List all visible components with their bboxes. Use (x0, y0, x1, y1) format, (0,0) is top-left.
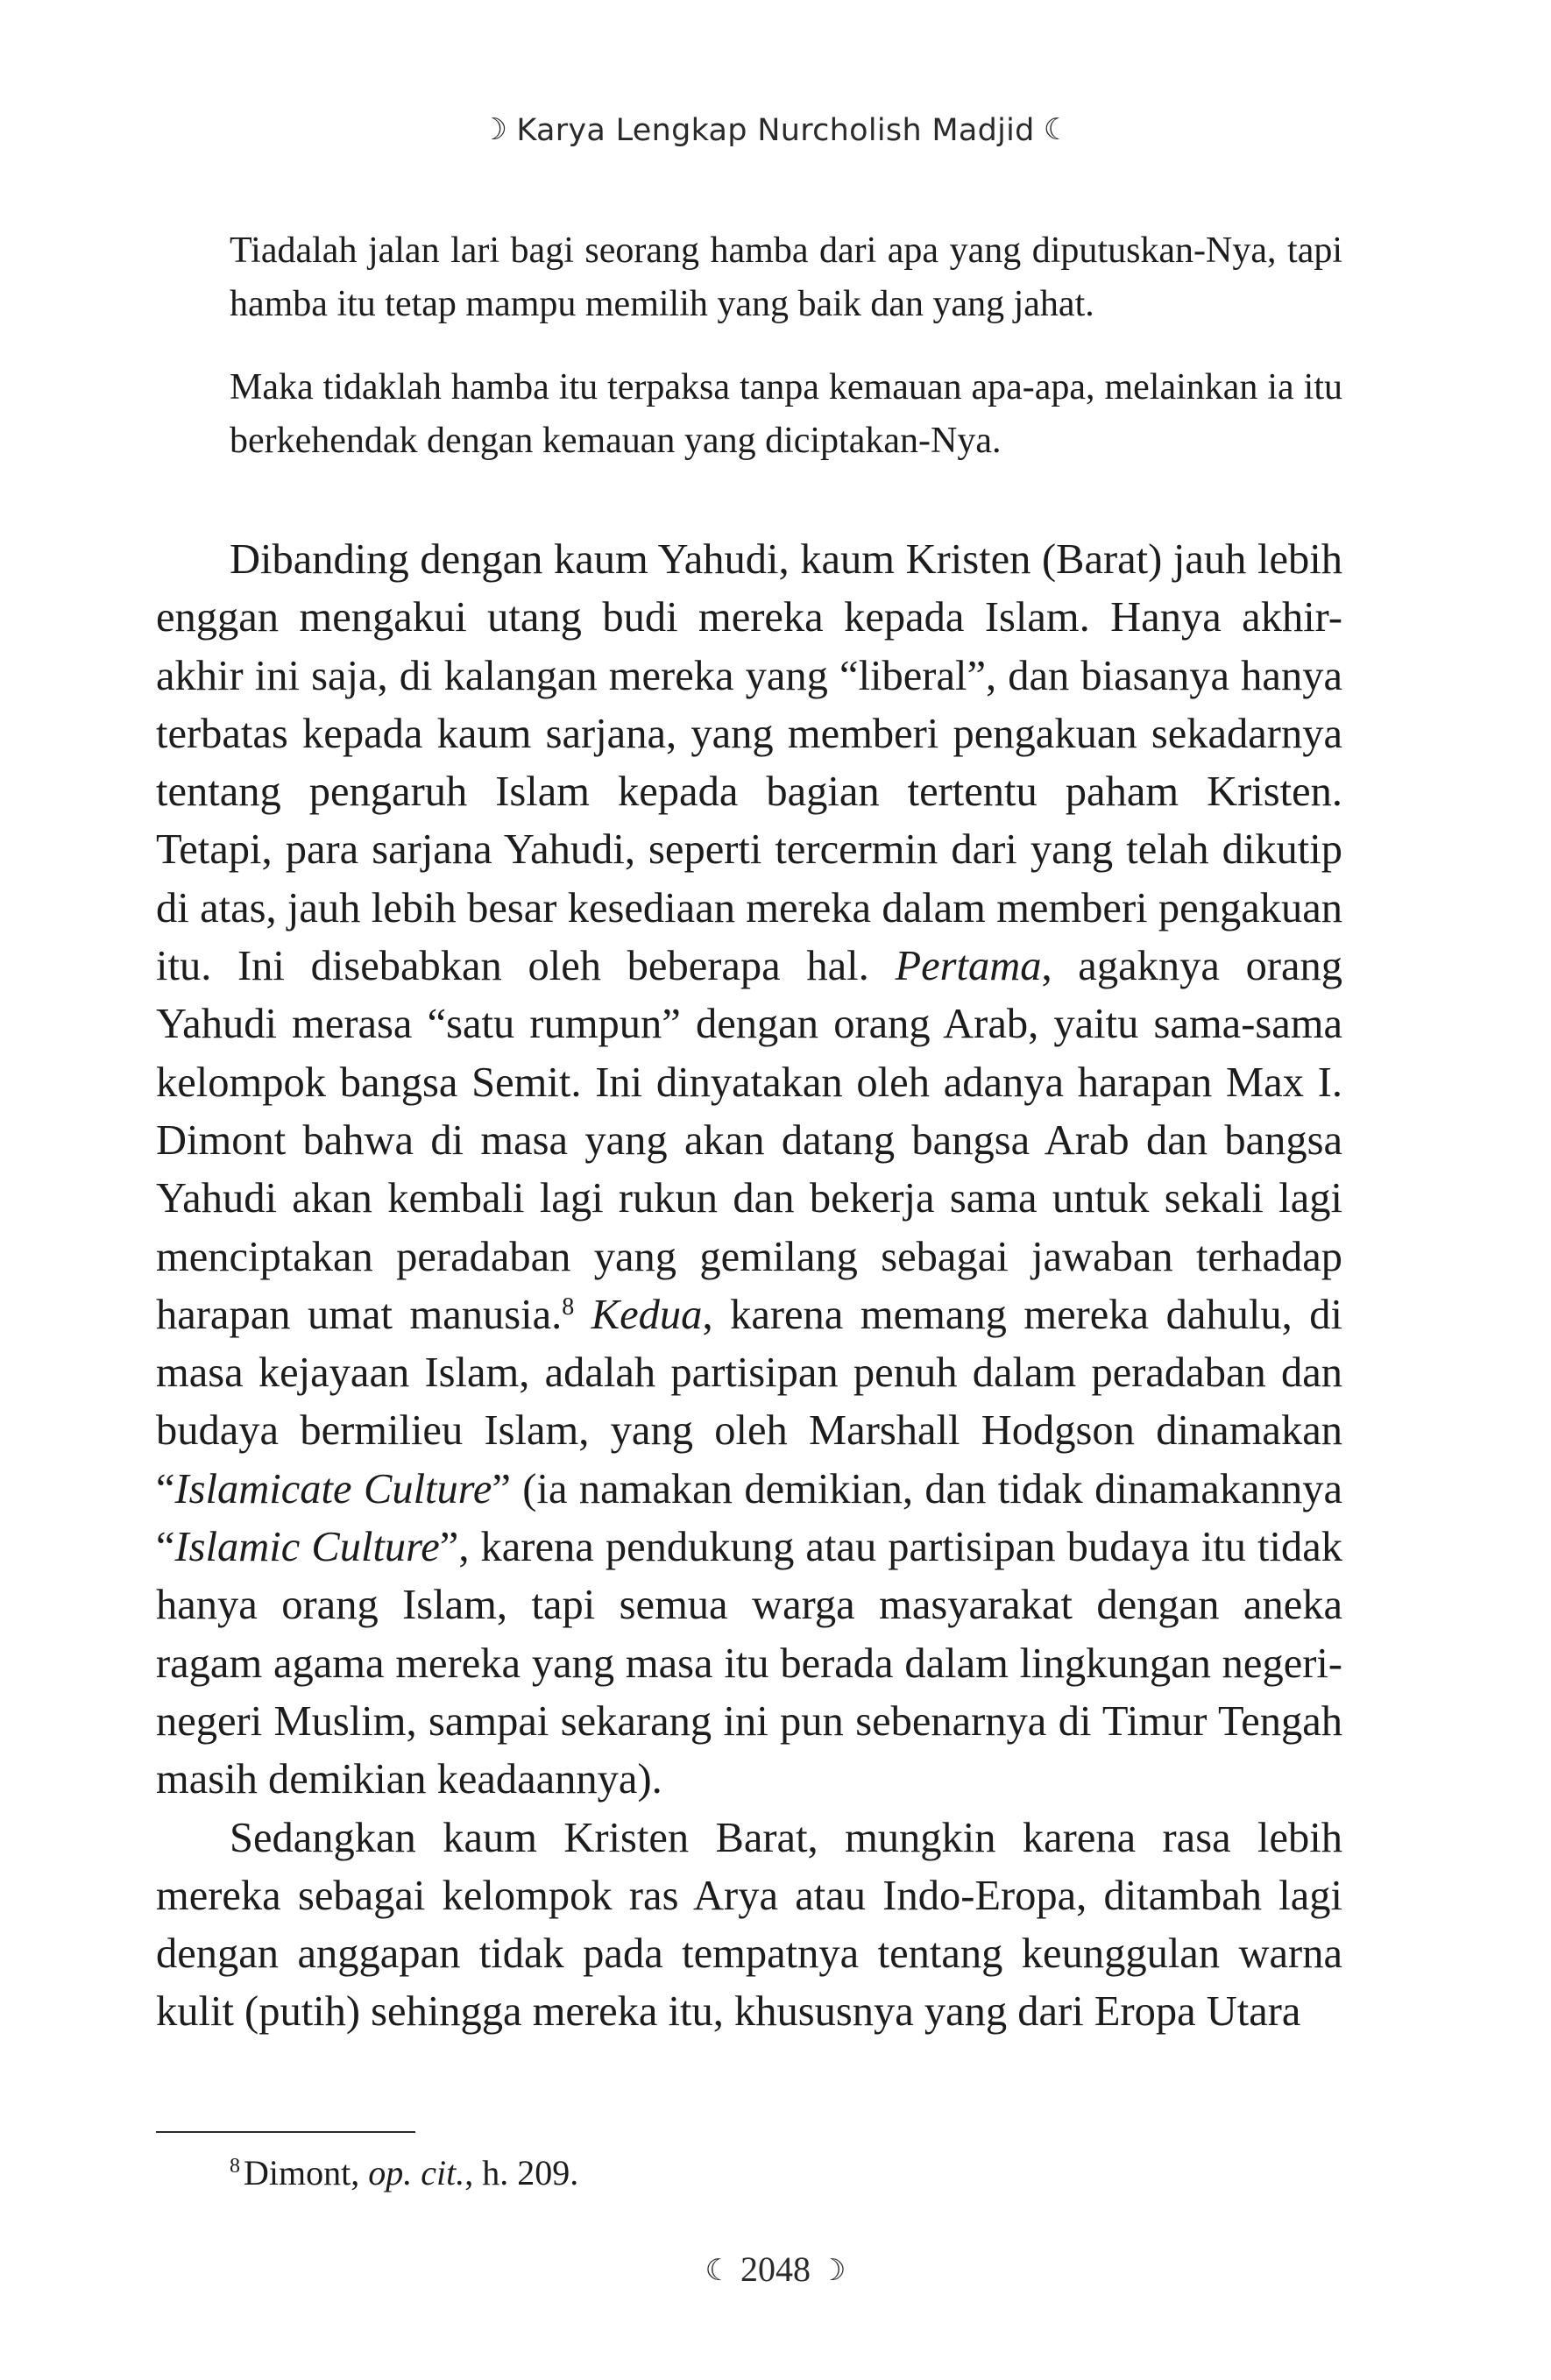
paragraph-1-part-d: ” (ia namakan demikian, dan tidak dinamakannya “ (156, 1465, 1342, 1571)
footnote-author: Dimont, (244, 2153, 369, 2192)
paragraph-1 (156, 531, 1342, 1810)
fleuron-right-icon: ☾ (1043, 112, 1071, 147)
paragraph-2: Sedangkan kaum Kristen Barat, mungkin karena rasa lebih mereka sebagai kelompok ras Arya atau Indo-Eropa, ditambah lagi dengan anggapan tidak pada tempatnya tentang keunggulan warna kulit (putih) sehingga mereka itu, khususnya yang dari Eropa Utara (156, 1814, 1342, 2036)
fleuron-left-icon: ☾ (705, 2253, 732, 2288)
fleuron-right-icon: ☽ (819, 2253, 846, 2288)
page-number: 2048 (740, 2249, 811, 2289)
paragraph-1-emphasis-islamicate: Islamicate Culture (174, 1465, 492, 1512)
page-folio (0, 2249, 1551, 2290)
paragraph-1-part-c: , karena memang mereka dahulu, di masa kejayaan Islam, adalah partisipan penuh dalam peradaban dan budaya bermilieu Islam, yang oleh Marshall Hodgson dinamakan “ (156, 1291, 1342, 1512)
footnote-reference[interactable]: 8 (562, 1293, 575, 1321)
fleuron-left-icon: ☽ (480, 112, 508, 147)
quote-line-1: Tiadalah jalan lari bagi seorang hamba dari apa yang diputuskan-Nya, tapi hamba itu tetap mampu memilih yang baik dan yang jahat. (230, 230, 1342, 324)
paragraph-1-emphasis-islamic: Islamic Culture (174, 1524, 440, 1571)
paragraph-1-emphasis-kedua: Kedua (591, 1291, 703, 1338)
paragraph-1-part-a: Dibanding dengan kaum Yahudi, kaum Kristen (Barat) jauh lebih enggan mengakui utang budi mereka kepada Islam. Hanya akhir-akhir ini saja, di kalangan mereka yang “liberal”, dan biasanya hanya terbatas kepada kaum sarjana, yang memberi pengakuan sekadarnya tentang pengaruh Islam kepada bagian tertentu paham Kristen. Tetapi, para sarjana Yahudi, seperti tercermin dari yang telah dikutip di atas, jauh lebih besar kesediaan mereka dalam memberi pengakuan itu. Ini disebabkan oleh beberapa hal. (156, 536, 1342, 990)
paragraph-1-emphasis-pertama: Pertama (895, 943, 1042, 990)
footnote-rest: , h. 209. (464, 2153, 579, 2192)
running-head-title: Karya Lengkap Nurcholish Madjid (516, 113, 1035, 148)
quote-line-2: Maka tidaklah hamba itu terpaksa tanpa kemauan apa-apa, melainkan ia itu berkehendak dengan kemauan yang diciptakan-Nya. (230, 367, 1342, 461)
body-text (156, 531, 1342, 2042)
running-head (0, 112, 1551, 148)
footnote-divider (156, 2131, 415, 2133)
footnote-emphasis: op. cit. (368, 2153, 465, 2192)
paragraph-1-part-b: , agaknya orang Yahudi merasa “satu rumpun” dengan orang Arab, yaitu sama-sama kelompok bangsa Semit. Ini dinyatakan oleh adanya harapan Max I. Dimont bahwa di masa yang akan datang bangsa Arab dan bangsa Yahudi akan kembali lagi rukun dan bekerja sama untuk sekali lagi menciptakan peradaban yang gemilang sebagai jawaban terhadap harapan umat manusia. (156, 943, 1342, 1338)
footnote (230, 2149, 578, 2198)
footnote-number: 8 (230, 2155, 240, 2178)
paragraph-1-part-e: ”, karena pendukung atau partisipan budaya itu tidak hanya orang Islam, tapi semua warga masyarakat dengan aneka ragam agama mereka yang masa itu berada dalam lingkungan negeri-negeri Muslim, sampai sekarang ini pun sebenarnya di Timur Tengah masih demikian keadaannya). (156, 1524, 1342, 1803)
